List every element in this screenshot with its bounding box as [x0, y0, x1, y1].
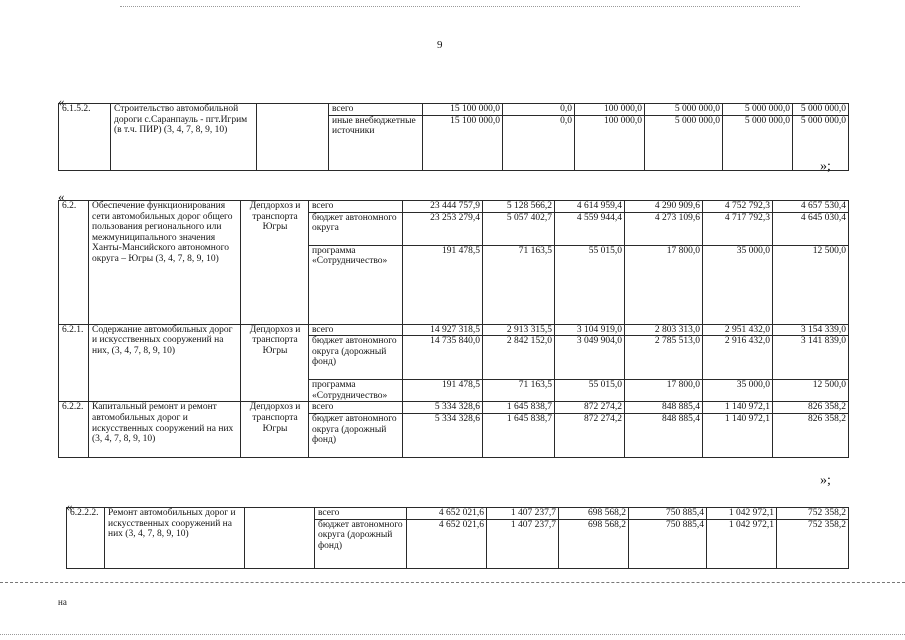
row-code: 6.2.1.	[59, 324, 89, 402]
value-cell: 826 358,2	[773, 413, 849, 457]
value-cell: 55 015,0	[555, 245, 625, 324]
value-cell: 5 000 000,0	[793, 115, 849, 170]
value-cell: 4 652 021,6	[407, 519, 487, 568]
value-cell: 5 000 000,0	[723, 115, 793, 170]
value-cell: 2 916 432,0	[703, 336, 773, 380]
scan-bottom-edge	[0, 634, 905, 635]
row-source: бюджет автономного округа (дорожный фонд)	[309, 413, 403, 457]
row-source: программа «Сотрудничество»	[309, 245, 403, 324]
value-cell: 23 444 757,9	[403, 201, 483, 213]
value-cell: 2 842 152,0	[483, 336, 555, 380]
value-cell: 17 800,0	[625, 380, 703, 402]
row-source: всего	[309, 324, 403, 336]
value-cell: 1 645 838,7	[483, 402, 555, 414]
value-cell: 1 407 237,7	[487, 508, 559, 520]
value-cell: 698 568,2	[559, 519, 629, 568]
value-cell: 5 000 000,0	[645, 104, 723, 116]
value-cell: 2 913 315,5	[483, 324, 555, 336]
value-cell: 5 334 328,6	[403, 413, 483, 457]
value-cell: 1 042 972,1	[707, 519, 777, 568]
row-executor: Депдорхоз и транспорта Югры	[241, 201, 309, 325]
row-source: всего	[315, 508, 407, 520]
value-cell: 3 141 839,0	[773, 336, 849, 380]
value-cell: 3 154 339,0	[773, 324, 849, 336]
value-cell: 4 559 944,4	[555, 212, 625, 245]
value-cell: 3 049 904,0	[555, 336, 625, 380]
table-row	[59, 201, 849, 213]
table-row	[59, 104, 849, 116]
value-cell: 752 358,2	[777, 519, 849, 568]
scan-top-line	[120, 6, 800, 7]
value-cell: 15 100 000,0	[423, 115, 503, 170]
value-cell: 0,0	[503, 104, 575, 116]
value-cell: 5 000 000,0	[645, 115, 723, 170]
value-cell: 750 885,4	[629, 508, 707, 520]
row-executor	[257, 104, 329, 171]
value-cell: 35 000,0	[703, 380, 773, 402]
value-cell: 5 334 328,6	[403, 402, 483, 414]
row-name: Содержание автомобильных дорог и искусственных сооружений на них, (3, 4, 7, 8, 9, 10)	[89, 324, 241, 402]
open-quote-3: «	[66, 499, 73, 514]
value-cell: 826 358,2	[773, 402, 849, 414]
row-source: всего	[329, 104, 423, 116]
row-source: бюджет автономного округа	[309, 212, 403, 245]
value-cell: 71 163,5	[483, 380, 555, 402]
value-cell: 5 000 000,0	[793, 104, 849, 116]
close-quote-2: »;	[820, 473, 831, 488]
row-executor: Депдорхоз и транспорта Югры	[241, 324, 309, 402]
value-cell: 2 785 513,0	[625, 336, 703, 380]
row-executor: Депдорхоз и транспорта Югры	[241, 402, 309, 458]
value-cell: 750 885,4	[629, 519, 707, 568]
value-cell: 17 800,0	[625, 245, 703, 324]
value-cell: 23 253 279,4	[403, 212, 483, 245]
row-source: иные внебюджетные источники	[329, 115, 423, 170]
value-cell: 191 478,5	[403, 245, 483, 324]
value-cell: 2 951 432,0	[703, 324, 773, 336]
row-code: 6.2.2.	[59, 402, 89, 458]
value-cell: 12 500,0	[773, 380, 849, 402]
open-quote-1: «	[58, 94, 65, 109]
row-executor	[245, 508, 315, 569]
value-cell: 4 717 792,3	[703, 212, 773, 245]
row-source: всего	[309, 402, 403, 414]
budget-table-1	[58, 103, 849, 174]
value-cell: 35 000,0	[703, 245, 773, 324]
budget-table-2	[58, 200, 849, 458]
scan-bottom-line	[0, 582, 905, 583]
value-cell: 872 274,2	[555, 413, 625, 457]
value-cell: 848 885,4	[625, 402, 703, 414]
value-cell: 752 358,2	[777, 508, 849, 520]
value-cell: 55 015,0	[555, 380, 625, 402]
value-cell: 1 042 972,1	[707, 508, 777, 520]
row-source: бюджет автономного округа (дорожный фонд)	[315, 519, 407, 568]
row-name: Строительство автомобильной дороги с.Саранпауль - пгт.Игрим (в т.ч. ПИР) (3, 4, 7, 8, 9, 10)	[111, 104, 257, 171]
table-row	[67, 508, 849, 520]
value-cell: 4 657 530,4	[773, 201, 849, 213]
row-code: 6.1.5.2.	[59, 104, 111, 171]
table-row	[59, 324, 849, 336]
table-row	[59, 402, 849, 414]
value-cell: 5 057 402,7	[483, 212, 555, 245]
row-name: Капитальный ремонт и ремонт автомобильных дорог и искусственных сооружений на них (3, 4, 7, 8, 9, 10)	[89, 402, 241, 458]
value-cell: 1 140 972,1	[703, 413, 773, 457]
value-cell: 191 478,5	[403, 380, 483, 402]
value-cell: 15 100 000,0	[423, 104, 503, 116]
value-cell: 4 752 792,3	[703, 201, 773, 213]
value-cell: 3 104 919,0	[555, 324, 625, 336]
value-cell: 1 645 838,7	[483, 413, 555, 457]
value-cell: 4 652 021,6	[407, 508, 487, 520]
row-source: программа «Сотрудничество»	[309, 380, 403, 402]
value-cell: 0,0	[503, 115, 575, 170]
value-cell: 1 407 237,7	[487, 519, 559, 568]
row-name: Ремонт автомобильных дорог и искусственных сооружений на них (3, 4, 7, 8, 9, 10)	[105, 508, 245, 569]
value-cell: 100 000,0	[575, 104, 645, 116]
open-quote-2: «	[58, 189, 65, 204]
value-cell: 848 885,4	[625, 413, 703, 457]
footer-text: на	[58, 597, 67, 607]
value-cell: 4 614 959,4	[555, 201, 625, 213]
row-code: 6.2.	[59, 201, 89, 325]
value-cell: 5 128 566,2	[483, 201, 555, 213]
row-name: Обеспечение функционирования сети автомобильных дорог общего пользования регионального или межмуниципального значения Ханты-Мансийского автономного округа – Югры (3, 4, 7, 8, 9, 10)	[89, 201, 241, 325]
page-number: 9	[437, 39, 443, 51]
value-cell: 100 000,0	[575, 115, 645, 170]
value-cell: 4 645 030,4	[773, 212, 849, 245]
value-cell: 5 000 000,0	[723, 104, 793, 116]
value-cell: 2 803 313,0	[625, 324, 703, 336]
budget-table-3	[66, 507, 849, 569]
value-cell: 12 500,0	[773, 245, 849, 324]
value-cell: 14 735 840,0	[403, 336, 483, 380]
row-source: всего	[309, 201, 403, 213]
row-code: 6.2.2.2.	[67, 508, 105, 569]
close-quote-1: »;	[820, 159, 831, 174]
row-source: бюджет автономного округа (дорожный фонд)	[309, 336, 403, 380]
value-cell: 698 568,2	[559, 508, 629, 520]
value-cell: 872 274,2	[555, 402, 625, 414]
value-cell: 14 927 318,5	[403, 324, 483, 336]
value-cell: 4 290 909,6	[625, 201, 703, 213]
value-cell: 4 273 109,6	[625, 212, 703, 245]
value-cell: 1 140 972,1	[703, 402, 773, 414]
value-cell: 71 163,5	[483, 245, 555, 324]
